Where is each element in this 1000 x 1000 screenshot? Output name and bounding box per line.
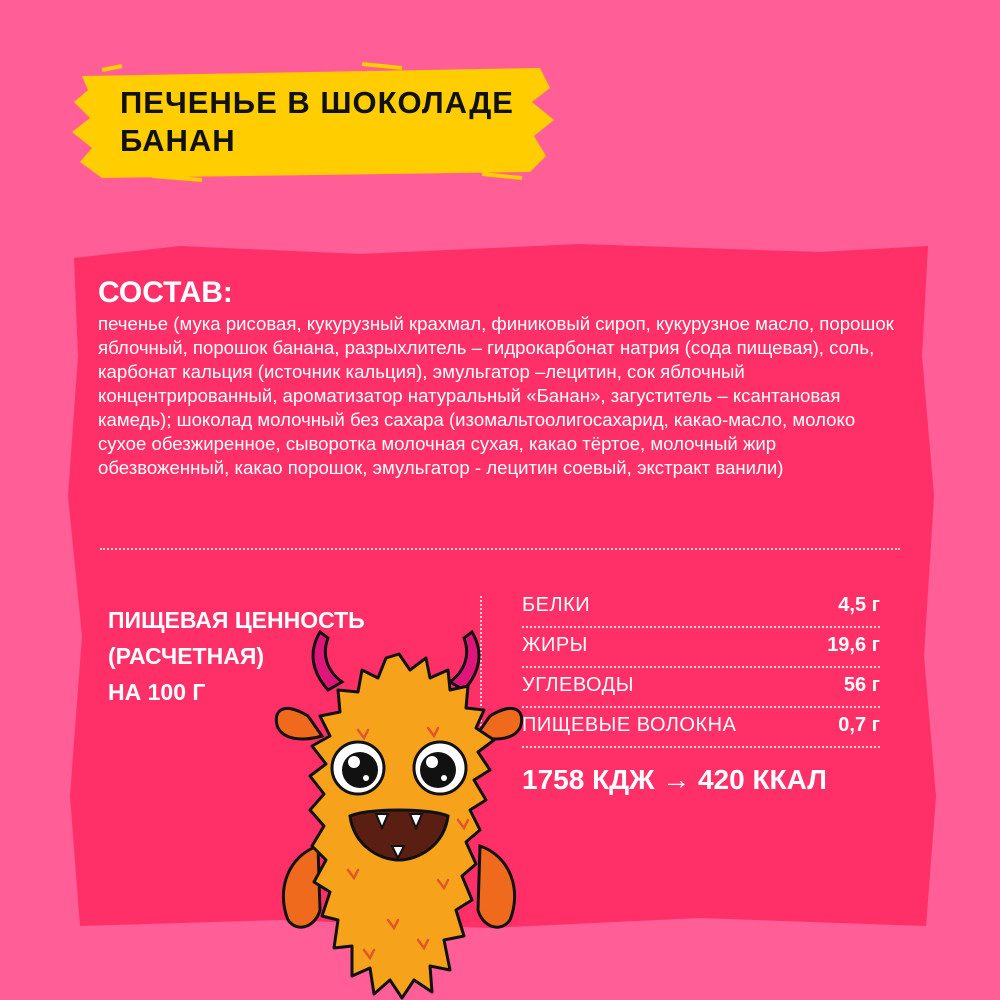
- composition-text: печенье (мука рисовая, кукурузный крахмал, финиковый сироп, кукурузное масло, порошок яблочный, порошок банана, разрыхлитель – гидрокарбонат натрия (сода пищевая), соль, карбонат кальция (источник кальция), эмульгатор –лецитин, сок яблочный концентрированный, ароматизатор натуральный «Банан», загуститель – ксантановая камедь); шоколад молочный без сахара (изомальтоолигосахарид, какао-масло, молоко сухое обезжиренное, сыворотка молочная сухая, какао тёртое, молочный жир обезвоженный, какао порошок, эмульгатор - лецитин соевый, экстракт ванили): [98, 313, 894, 478]
- nutrient-value: 19,6 г: [827, 634, 880, 656]
- nutrient-name: УГЛЕВОДЫ: [522, 674, 634, 696]
- composition-heading: СОСТАВ:: [98, 276, 233, 309]
- monster-mascot-icon: [268, 620, 530, 1000]
- product-title-line1: ПЕЧЕНЬЕ В ШОКОЛАДЕ: [120, 85, 514, 120]
- product-title: [120, 84, 514, 160]
- nutrient-value: 0,7 г: [838, 714, 880, 736]
- nutrient-row: [522, 588, 880, 628]
- nutrition-heading-line1: ПИЩЕВАЯ ЦЕННОСТЬ: [108, 607, 365, 633]
- product-title-line2: БАНАН: [120, 123, 236, 158]
- composition-section: [98, 276, 898, 480]
- nutrition-table: [522, 588, 880, 748]
- nutrient-name: ПИЩЕВЫЕ ВОЛОКНА: [522, 714, 737, 736]
- nutrition-heading-line3: НА 100 Г: [108, 679, 206, 705]
- nutrient-row: [522, 628, 880, 668]
- nutrient-row: [522, 708, 880, 748]
- section-divider: [100, 548, 900, 550]
- nutrient-value: 56 г: [843, 674, 880, 696]
- nutrient-name: БЕЛКИ: [522, 594, 591, 616]
- nutrient-row: [522, 668, 880, 708]
- nutrient-name: ЖИРЫ: [522, 634, 588, 656]
- energy-value: 1758 КДЖ → 420 ККАЛ: [522, 764, 827, 795]
- nutrition-heading-line2: (РАСЧЕТНАЯ): [108, 643, 265, 669]
- nutrient-value: 4,5 г: [838, 594, 880, 616]
